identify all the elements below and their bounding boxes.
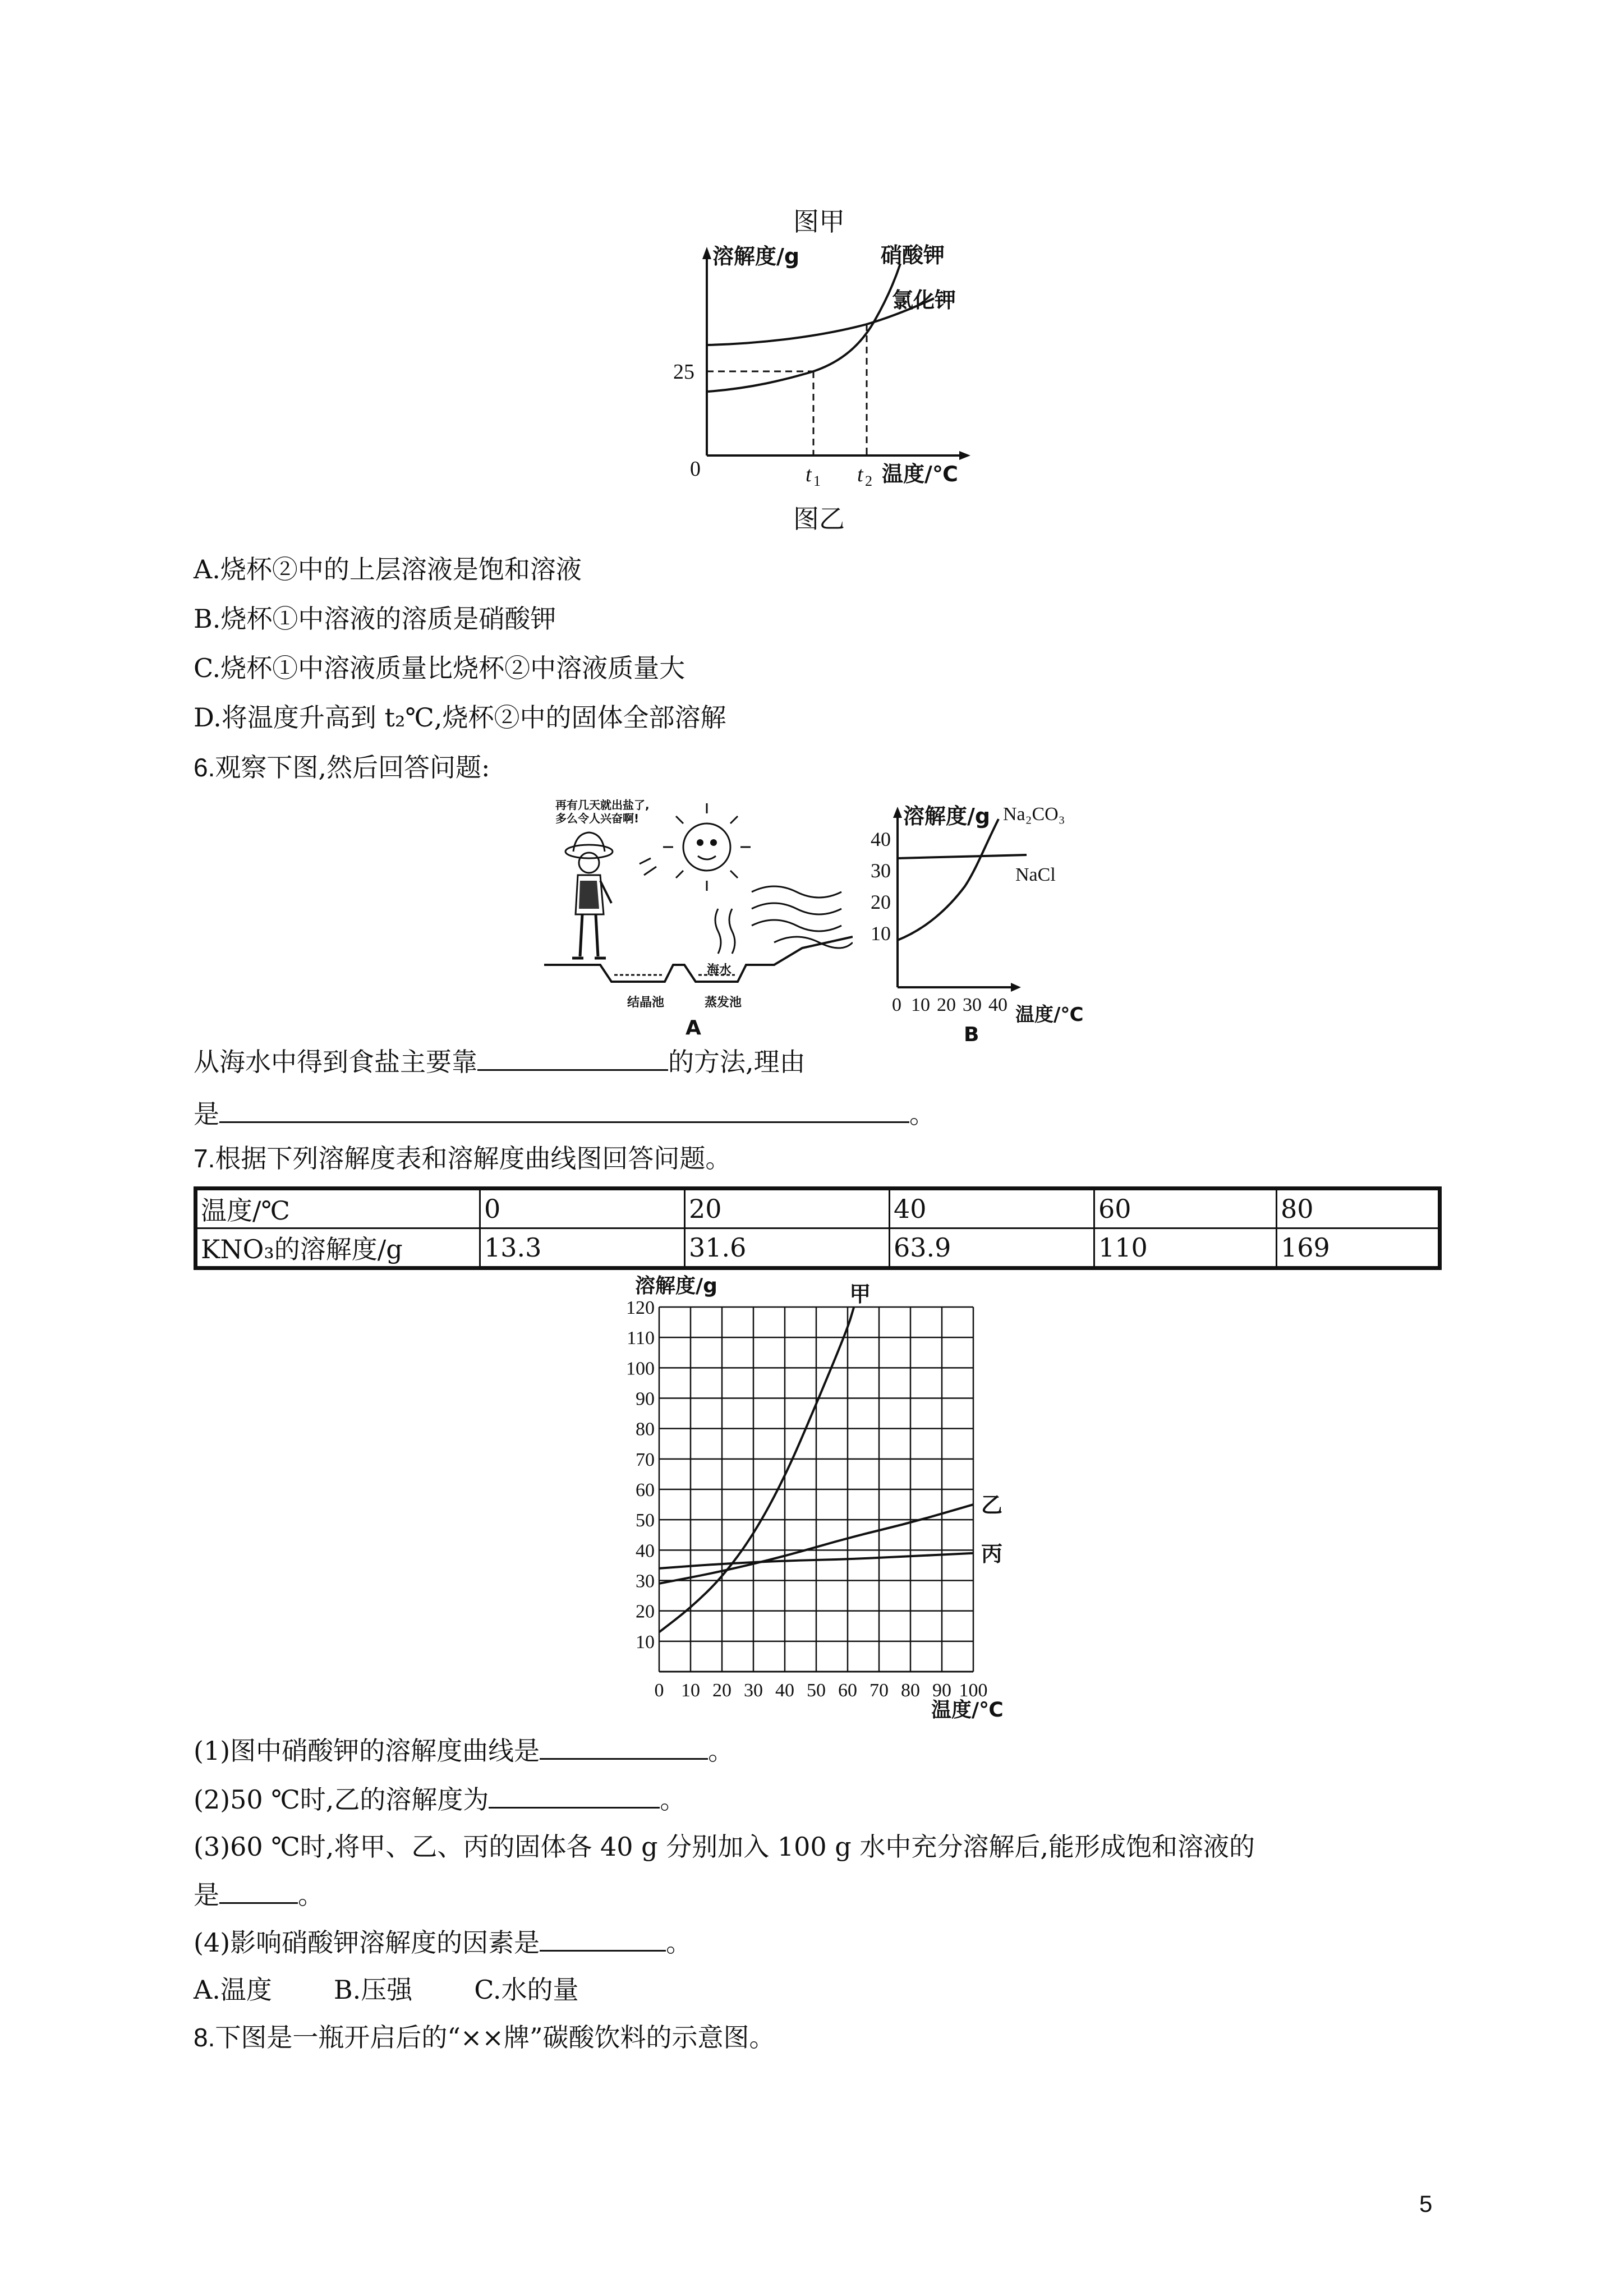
q5-option-c: C.烧杯①中溶液质量比烧杯②中溶液质量大 (194, 653, 686, 683)
solubility-curve-chart (595, 1273, 1021, 1722)
fig-yi-origin: 0 (690, 457, 701, 481)
table-cell: 169 (1277, 1228, 1440, 1268)
figure-a-cartoon (539, 797, 853, 1043)
x-tick-label: 60 (838, 1680, 857, 1701)
sea-waves (715, 886, 853, 954)
x-tick-label: 100 (959, 1680, 988, 1701)
y-tick-label: 50 (636, 1510, 655, 1531)
label-crystal-pool: 结晶池 (627, 996, 665, 1010)
q8-number: 8. (194, 2023, 215, 2052)
chart-xlabel: 温度/℃ (931, 1699, 1004, 1722)
q6-blank-reason[interactable] (219, 1097, 909, 1123)
q6-fill-1b: 的方法,理由 (668, 1047, 806, 1077)
fig-b-series-nacl: NaCl (1015, 864, 1056, 885)
fig-b-ytick-40: 40 (871, 828, 891, 850)
y-tick-label: 10 (636, 1631, 655, 1653)
table-header-temperature: 温度/℃ (196, 1189, 480, 1228)
table-cell: 60 (1094, 1189, 1277, 1228)
fig-yi-ytick-25: 25 (673, 360, 694, 384)
figure-b-chart (864, 797, 1111, 1043)
fig-yi-caption: 图乙 (793, 504, 845, 534)
table-cell: 31.6 (685, 1228, 890, 1268)
table-cell: 20 (685, 1189, 890, 1228)
page-number: 5 (1419, 2191, 1433, 2217)
fig-b-curve-nacl (898, 855, 1027, 858)
fig-b-series-na2co3: Na₂CO₃ (1003, 804, 1065, 825)
series-line-1 (659, 1307, 854, 1632)
q7-sub3-cont (194, 1878, 324, 1912)
q7-blank-2[interactable] (489, 1782, 660, 1809)
fig-b-ytick-30: 30 (871, 859, 891, 882)
q7-blank-1[interactable] (540, 1733, 708, 1760)
q6-number: 6. (194, 753, 215, 782)
fig-yi-xtick-t2-sub: 2 (865, 473, 872, 489)
q6-fill-2a: 是 (194, 1099, 219, 1129)
q6-stem-text: 观察下图,然后回答问题: (215, 752, 490, 783)
q5-option-d: D.将温度升高到 t₂℃,烧杯②中的固体全部溶解 (194, 702, 726, 733)
q7-sub1-text: (1)图中硝酸钾的溶解度曲线是 (194, 1736, 540, 1766)
q7-sub4-text: (4)影响硝酸钾溶解度的因素是 (194, 1927, 540, 1958)
fig-yi-xlabel: 温度/℃ (882, 462, 958, 486)
fig-b-ytick-10: 10 (871, 922, 891, 945)
q6-fill-1a: 从海水中得到食盐主要靠 (194, 1047, 477, 1077)
fig-yi-xtick-t1-sub: 1 (813, 473, 821, 489)
q8-stem (194, 2021, 775, 2054)
q7-choice-c: C.水的量 (474, 1975, 579, 2005)
q7-sub2-end: 。 (660, 1784, 686, 1815)
cartoon-speech-line2: 多么令人兴奋啊! (555, 812, 640, 825)
table-cell: 40 (890, 1189, 1094, 1228)
fig-yi-xtick-t2: t (857, 463, 863, 486)
table-cell: 63.9 (890, 1228, 1094, 1268)
chart-x-ticks (655, 1680, 988, 1701)
table-cell: 80 (1277, 1189, 1440, 1228)
fig-jia-caption: 图甲 (793, 206, 845, 237)
chart-ylabel: 溶解度/g (635, 1274, 717, 1297)
q7-number: 7. (194, 1144, 215, 1173)
fig-yi-series-kcl: 氯化钾 (892, 288, 956, 312)
sun-icon (640, 803, 751, 891)
q7-sub3: (3)60 ℃时,将甲、乙、丙的固体各 40 g 分别加入 100 g 水中充分溶解后,能形成饱和溶液的 (194, 1832, 1255, 1862)
x-tick-label: 70 (869, 1680, 889, 1701)
q7-blank-3[interactable] (219, 1878, 298, 1904)
y-tick-label: 80 (636, 1419, 655, 1440)
fig-yi-xtick-t1: t (806, 463, 812, 486)
x-tick-label: 30 (744, 1680, 763, 1701)
fig-b-xtick-10: 10 (911, 995, 930, 1015)
q6-stem (194, 751, 490, 784)
table-cell: 110 (1094, 1228, 1277, 1268)
q7-stem-text: 根据下列溶解度表和溶解度曲线图回答问题。 (215, 1143, 732, 1174)
chart-grid (659, 1307, 973, 1672)
y-tick-label: 30 (636, 1571, 655, 1592)
fig-b-xtick-20: 20 (937, 995, 956, 1015)
x-tick-label: 10 (681, 1680, 700, 1701)
q7-sub3-b: 是 (194, 1880, 219, 1910)
kno3-solubility-table (194, 1186, 1442, 1270)
x-tick-label: 50 (807, 1680, 826, 1701)
q6-fill-line-2 (194, 1097, 935, 1131)
q7-sub2-text: (2)50 ℃时,乙的溶解度为 (194, 1784, 489, 1815)
fig-b-xlabel: 温度/℃ (1015, 1004, 1084, 1026)
q7-sub4 (194, 1925, 692, 1959)
q7-sub2 (194, 1782, 686, 1816)
q7-choice-b: B.压强 (333, 1975, 413, 2005)
y-tick-label: 40 (636, 1540, 655, 1562)
fig-yi-y-arrow (702, 247, 711, 259)
q6-blank-method[interactable] (477, 1045, 668, 1071)
table-cell: 0 (480, 1189, 685, 1228)
y-tick-label: 70 (636, 1449, 655, 1470)
series-label-2: 乙 (981, 1494, 1003, 1518)
figure-b-label: B (964, 1023, 979, 1043)
y-tick-label: 90 (636, 1388, 655, 1410)
fig-b-xtick-40: 40 (988, 995, 1007, 1015)
fig-b-xtick-0: 0 (892, 995, 901, 1015)
table-row-solubility (196, 1228, 1440, 1268)
q7-sub1-end: 。 (708, 1736, 734, 1766)
farmer-figure (565, 832, 613, 958)
fig-b-xtick-30: 30 (963, 995, 982, 1015)
series-label-3: 丙 (981, 1542, 1003, 1566)
y-tick-label: 100 (626, 1358, 655, 1379)
table-cell: 13.3 (480, 1228, 685, 1268)
fig-b-curve-na2co3 (898, 819, 999, 940)
fig-yi-ylabel: 溶解度/g (712, 244, 800, 269)
q7-stem (194, 1142, 731, 1175)
y-tick-label: 120 (626, 1297, 655, 1318)
fig-yi-x-arrow (959, 451, 970, 460)
fig-yi-curve-kno3 (708, 264, 900, 392)
q7-sub3-c: 。 (298, 1880, 324, 1910)
y-tick-label: 110 (627, 1328, 655, 1349)
fig-b-ytick-20: 20 (871, 891, 891, 913)
chart-curves (659, 1283, 1002, 1632)
q7-blank-4[interactable] (540, 1925, 666, 1952)
chart-y-ticks (626, 1297, 655, 1653)
y-tick-label: 20 (636, 1601, 655, 1622)
q7-choices (194, 1973, 578, 2007)
label-sea-water: 海水 (707, 963, 732, 977)
fig-b-ylabel: 溶解度/g (903, 804, 991, 829)
q6-fill-2b: 。 (909, 1099, 935, 1129)
fig-yi-chart (645, 241, 982, 499)
x-tick-label: 0 (654, 1680, 664, 1701)
x-tick-label: 20 (712, 1680, 732, 1701)
q7-sub1 (194, 1733, 734, 1768)
x-tick-label: 40 (775, 1680, 794, 1701)
label-evap-pool: 蒸发池 (705, 996, 742, 1010)
q8-stem-text: 下图是一瓶开启后的“××牌”碳酸饮料的示意图。 (215, 2022, 775, 2053)
q6-fill-line-1 (194, 1045, 806, 1079)
table-row-temperature (196, 1189, 1440, 1228)
q5-option-a: A.烧杯②中的上层溶液是饱和溶液 (194, 554, 582, 585)
figure-a-label: A (686, 1016, 701, 1039)
q7-choice-a: A.温度 (194, 1975, 272, 2005)
x-tick-label: 90 (932, 1680, 951, 1701)
y-tick-label: 60 (636, 1480, 655, 1501)
x-tick-label: 80 (901, 1680, 920, 1701)
cartoon-speech-line1: 再有几天就出盐了, (555, 798, 650, 812)
q5-option-b: B.烧杯①中溶液的溶质是硝酸钾 (194, 604, 556, 634)
series-label-1: 甲 (849, 1283, 871, 1306)
table-header-solubility: KNO₃的溶解度/g (196, 1228, 480, 1268)
q7-sub4-end: 。 (666, 1927, 692, 1958)
fig-yi-series-kno3: 硝酸钾 (881, 243, 945, 268)
